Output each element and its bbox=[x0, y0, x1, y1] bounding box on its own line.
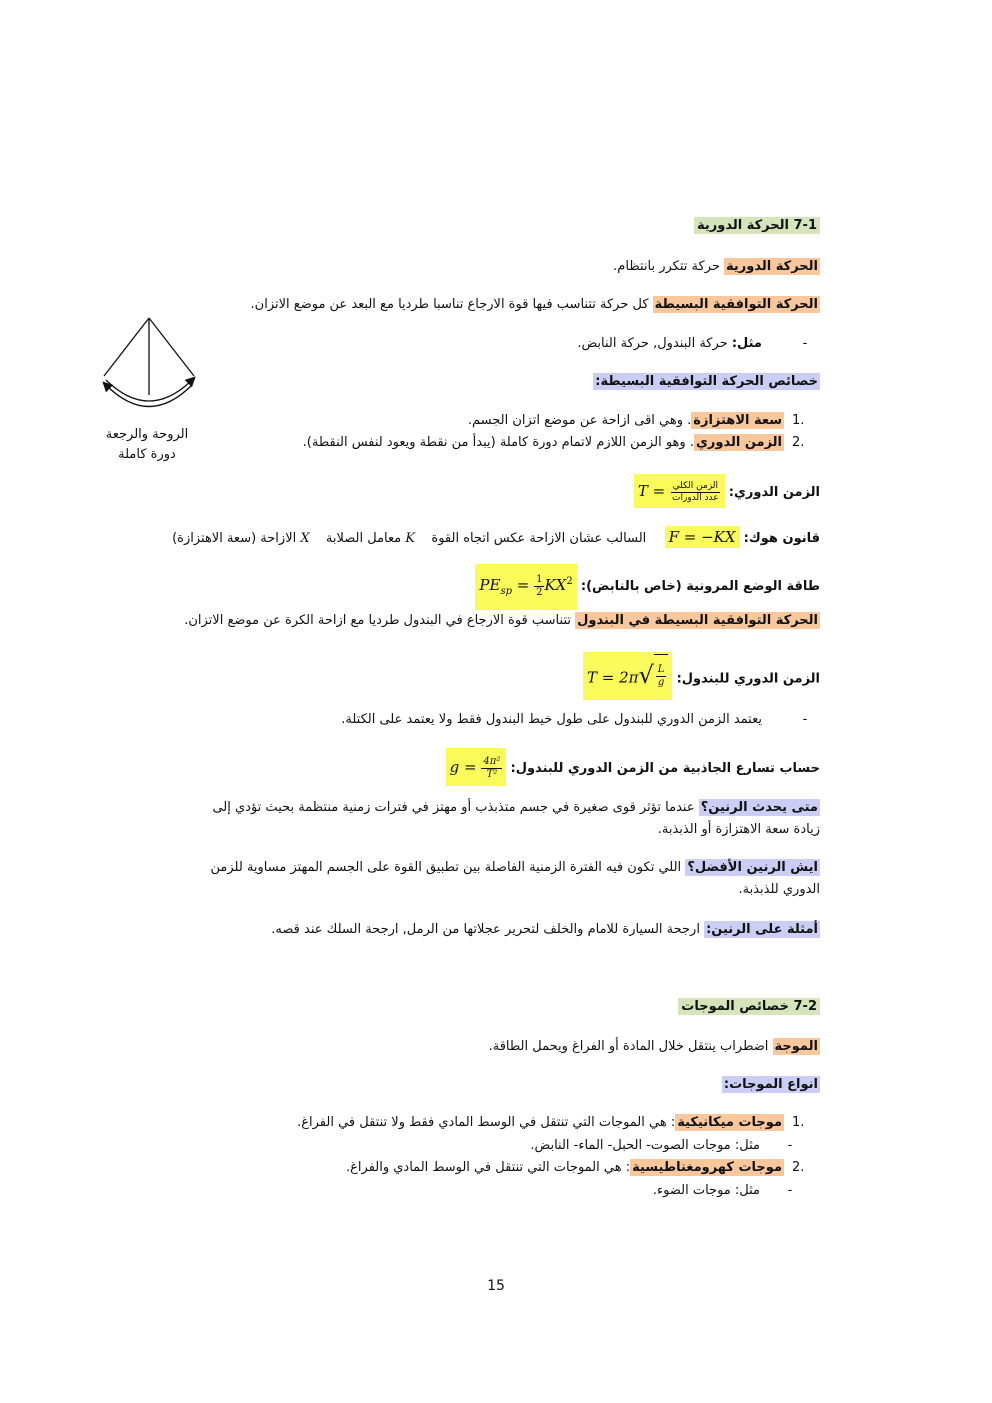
hooke-k-variable: K bbox=[405, 531, 416, 546]
section-1-heading-text: 7-1 الحركة الدورية bbox=[694, 217, 820, 234]
pendulum-fraction-den: g bbox=[657, 676, 665, 688]
section-2-heading-text: 7-2 خصائص الموجات bbox=[678, 998, 820, 1015]
period-fraction-num: الزمن الكلي bbox=[672, 480, 719, 491]
best-resonance-paragraph bbox=[190, 857, 820, 901]
elastic-pe-formula bbox=[475, 564, 576, 610]
example-marker: - bbox=[802, 336, 808, 351]
diagram-caption-line-2: دورة كاملة bbox=[118, 447, 176, 462]
page-number: 15 bbox=[487, 1278, 505, 1294]
pendulum-period-row bbox=[583, 652, 820, 700]
pendulum-period-formula bbox=[583, 652, 672, 700]
property-number: .1 bbox=[792, 413, 805, 428]
hooke-k-note: معامل الصلابة bbox=[325, 531, 402, 546]
pendulum-fraction-num: L bbox=[657, 663, 665, 675]
wave-type-term: موجات ميكانيكية bbox=[677, 1115, 782, 1130]
resonance-answer: عندما تؤثر قوى صغيرة في جسم متذبذب أو مهتز في فترات زمنية منتظمة بحيث تؤدي إلى زيادة سعة الاهتزازة أو الذبذبة. bbox=[212, 800, 820, 837]
pe-fraction-den: 2 bbox=[536, 586, 543, 598]
pendulum-formula-lhs: T = 2π bbox=[586, 668, 639, 687]
gravity-label: حساب تسارع الجاذبية من الزمن الدوري للبندول: bbox=[510, 761, 820, 776]
wave-type-1 bbox=[297, 1113, 820, 1133]
wave-types-heading bbox=[722, 1075, 820, 1095]
wave-type-text: : هي الموجات التي تنتقل في الوسط المادي فقط ولا تنتقل في الفراغ. bbox=[297, 1115, 676, 1130]
sqrt-sign: √ $\frac{L}{g}$ bbox=[639, 654, 669, 695]
wave-type-number: .2 bbox=[792, 1160, 805, 1175]
shm-properties-heading bbox=[593, 372, 820, 392]
period-fraction-den: عدد الدورات bbox=[672, 492, 719, 503]
wave-example-marker: - bbox=[787, 1183, 793, 1198]
wave-example-marker: - bbox=[787, 1138, 793, 1153]
resonance-question: متى يحدث الرنين؟ bbox=[700, 800, 818, 815]
wave-example-text: مثل: موجات الضوء. bbox=[652, 1183, 760, 1198]
diagram-caption-line-1: الروحة والرجعة bbox=[105, 427, 189, 442]
gravity-formula-lhs: g = bbox=[449, 758, 477, 776]
wave-type-2 bbox=[346, 1158, 820, 1178]
pendulum-shm-definition bbox=[184, 611, 820, 631]
hooke-negative-note: السالب عشان الازاحة عكس اتجاه القوة bbox=[431, 531, 647, 546]
pendulum-shm-term: الحركة التوافقية البسيطة في البندول bbox=[577, 613, 818, 628]
shm-term: الحركة التوافقية البسيطة bbox=[654, 297, 818, 312]
shm-text: كل حركة تتناسب فيها قوة الارجاع تناسبا طرديا مع البعد عن موضع الاتزان. bbox=[250, 297, 653, 312]
property-text: . وهي اقى ازاحة عن موضع اتزان الجسم. bbox=[467, 413, 692, 428]
elastic-pe-row bbox=[475, 564, 820, 610]
wave-text: اضطراب ينتقل خلال المادة أو الفراغ ويحمل الطاقة. bbox=[488, 1039, 773, 1054]
periodic-motion-term: الحركة الدورية bbox=[726, 259, 818, 274]
wave-term: الموجة bbox=[774, 1039, 818, 1054]
resonance-examples-text: ارجحة السيارة للامام والخلف لتحرير عجلاتها من الرمل, ارجحة السلك عند قصه. bbox=[271, 922, 705, 937]
pendulum-shm-text: تتناسب قوة الارجاع في البندول طرديا مع ازاحة الكرة عن موضع الاتزان. bbox=[184, 613, 576, 628]
wave-type-2-example bbox=[653, 1181, 820, 1201]
best-resonance-question: ايش الرنين الأفضل؟ bbox=[687, 860, 818, 875]
pendulum-diagram bbox=[92, 310, 207, 420]
hooke-label: قانون هوك: bbox=[743, 531, 820, 546]
period-formula-lhs: T = bbox=[637, 482, 666, 500]
property-term: سعة الاهتزازة bbox=[693, 413, 782, 428]
elastic-pe-label: طاقة الوضع المرونية (خاص بالنابض): bbox=[580, 579, 820, 594]
pe-subscript: sp bbox=[500, 586, 512, 597]
pe-fraction-num: 1 bbox=[536, 573, 543, 585]
pe-superscript: 2 bbox=[566, 576, 573, 587]
wave-definition bbox=[489, 1037, 820, 1057]
hooke-formula: F = −KX bbox=[665, 526, 740, 548]
pe-fraction bbox=[534, 575, 544, 598]
best-resonance-answer: اللي تكون فيه الفترة الزمنية الفاصلة بين تطبيق القوة على الجسم المهتز مساوية للزمن الدوري للذبذبة. bbox=[210, 860, 820, 897]
resonance-examples-label: أمثلة على الرنين: bbox=[706, 922, 818, 937]
pendulum-note bbox=[341, 710, 820, 730]
property-number: .2 bbox=[792, 435, 805, 450]
gravity-fraction bbox=[481, 757, 502, 780]
gravity-fraction-den: T² bbox=[486, 768, 498, 780]
pe-rhs: KX bbox=[544, 576, 567, 594]
property-item-2 bbox=[303, 433, 820, 453]
pendulum-note-marker: - bbox=[802, 712, 808, 727]
period-fraction bbox=[670, 482, 721, 503]
pendulum-left-string bbox=[104, 318, 149, 376]
pendulum-fraction bbox=[656, 665, 667, 688]
wave-types-heading-text: انواع الموجات: bbox=[723, 1077, 818, 1092]
period-formula-row bbox=[634, 474, 820, 508]
wave-type-term: موجات كهرومغناطيسية bbox=[632, 1160, 782, 1175]
period-label: الزمن الدوري: bbox=[728, 485, 820, 500]
pendulum-note-text: يعتمد الزمن الدوري للبندول على طول خيط البندول فقط ولا يعتمد على الكتلة. bbox=[341, 712, 762, 727]
shm-properties-heading-text: خصائص الحركة التوافقية البسيطة: bbox=[595, 374, 818, 389]
pendulum-period-label: الزمن الدوري للبندول: bbox=[676, 671, 820, 687]
shm-example bbox=[577, 334, 820, 354]
wave-type-text: : هي الموجات التي تنتقل في الوسط المادي والفراغ. bbox=[346, 1160, 631, 1175]
shm-definition bbox=[251, 295, 820, 315]
period-formula bbox=[634, 474, 725, 508]
wave-type-number: .1 bbox=[792, 1115, 805, 1130]
resonance-paragraph bbox=[190, 797, 820, 841]
hooke-x-variable: X bbox=[300, 531, 310, 546]
wave-example-text: مثل: موجات الصوت- الحبل- الماء- النابض. bbox=[530, 1138, 760, 1153]
pendulum-right-string bbox=[149, 318, 194, 376]
hooke-law-row bbox=[172, 526, 820, 549]
gravity-formula bbox=[446, 748, 507, 786]
section-2-heading bbox=[678, 997, 820, 1017]
pe-equals: = bbox=[511, 576, 535, 594]
example-label: مثل: bbox=[731, 336, 762, 351]
diagram-caption bbox=[92, 425, 202, 465]
property-item-1 bbox=[468, 411, 820, 431]
periodic-motion-definition bbox=[613, 257, 820, 277]
example-text: حركة البندول, حركة النابض. bbox=[577, 336, 732, 351]
property-term: الزمن الدوري bbox=[695, 435, 782, 450]
resonance-examples bbox=[271, 920, 820, 940]
section-1-heading bbox=[694, 216, 820, 236]
hooke-x-note: الازاحة (سعة الاهتزازة) bbox=[172, 531, 297, 546]
pe-lhs: PE bbox=[479, 576, 501, 594]
gravity-fraction-num: 4π² bbox=[483, 755, 501, 767]
property-text: . وهو الزمن اللازم لاتمام دورة كاملة (يبدأ من نقطة ويعود لنفس النقطة). bbox=[302, 435, 694, 450]
gravity-formula-row bbox=[446, 748, 820, 786]
periodic-motion-text: حركة تتكرر بانتظام. bbox=[613, 259, 725, 274]
wave-type-1-example bbox=[530, 1136, 820, 1156]
